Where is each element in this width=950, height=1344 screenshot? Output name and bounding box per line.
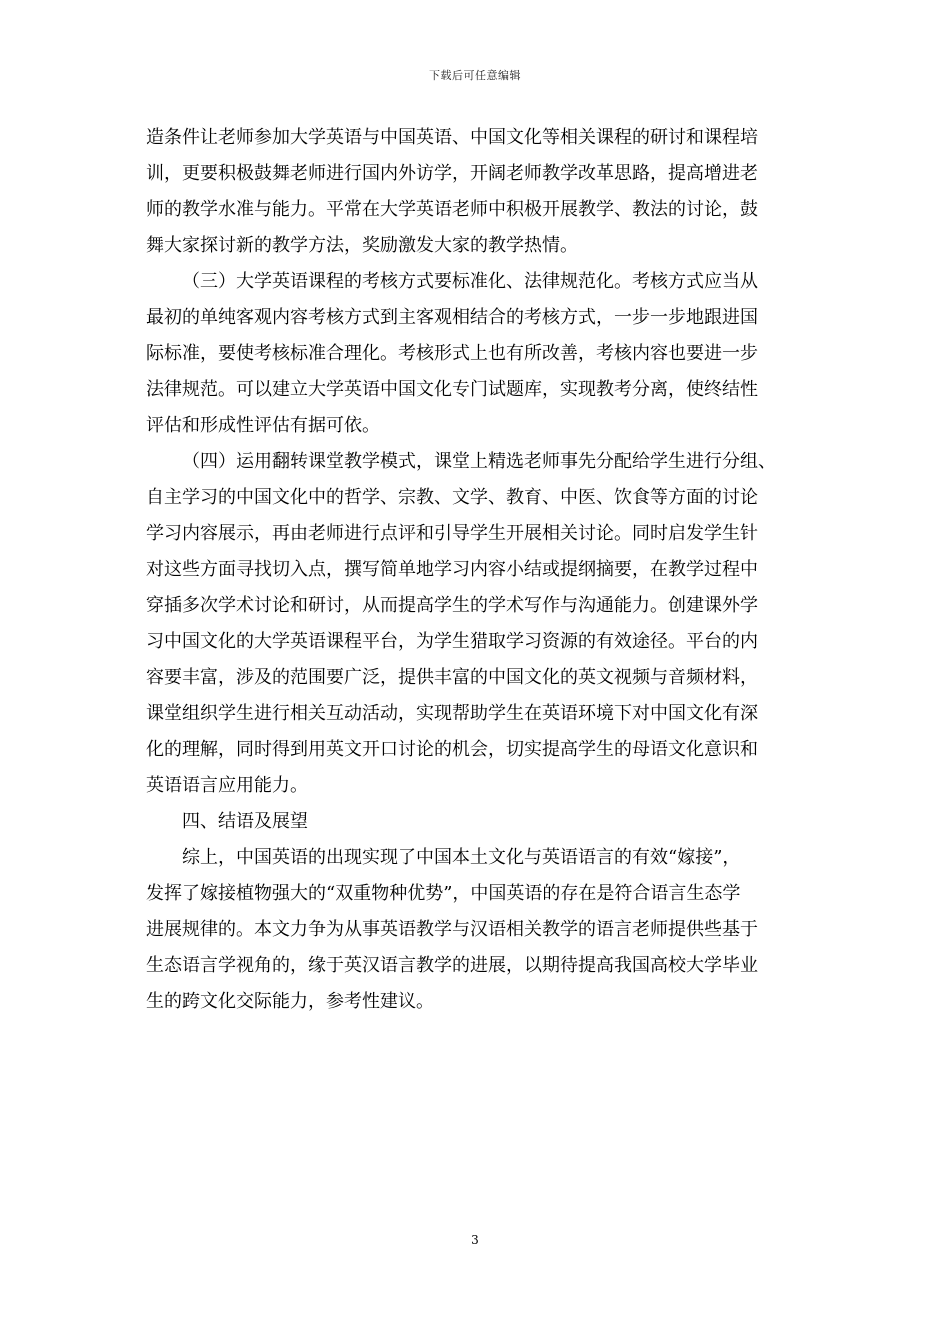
text-line: 造条件让老师参加大学英语与中国英语、中国文化等相关课程的研讨和课程培: [146, 127, 758, 148]
text-line: 训，更要积极鼓舞老师进行国内外访学，开阔老师教学改革思路，提高增进老: [146, 163, 758, 184]
text-line: 穿插多次学术讨论和研讨，从而提高学生的学术写作与沟通能力。创建课外学: [146, 595, 758, 616]
text-line: （三）大学英语课程的考核方式要标准化、法律规范化。考核方式应当从: [182, 271, 758, 292]
text-line: 综上，中国英语的出现实现了中国本土文化与英语语言的有效“嫁接”，: [182, 847, 741, 868]
page-number: 3: [471, 1233, 479, 1247]
text-line: 四、结语及展望: [182, 811, 308, 832]
document-body: [146, 120, 806, 1020]
text-line: 最初的单纯客观内容考核方式到主客观相结合的考核方式，一步一步地跟进国: [146, 307, 758, 328]
text-line: 习中国文化的大学英语课程平台，为学生猎取学习资源的有效途径。平台的内: [146, 631, 758, 652]
text-line: 学习内容展示，再由老师进行点评和引导学生开展相关讨论。同时启发学生针: [146, 523, 758, 544]
text-line: 容要丰富，涉及的范围要广泛，提供丰富的中国文化的英文视频与音频材料，: [146, 667, 758, 688]
text-line: 际标准，要使考核标准合理化。考核形式上也有所改善，考核内容也要进一步: [146, 343, 758, 364]
text-line: 法律规范。可以建立大学英语中国文化专门试题库，实现教考分离，使终结性: [146, 379, 758, 400]
text-line: 师的教学水准与能力。平常在大学英语老师中积极开展教学、教法的讨论，鼓: [146, 199, 758, 220]
text-line: 课堂组织学生进行相关互动活动，实现帮助学生在英语环境下对中国文化有深: [146, 703, 758, 724]
text-line: 评估和形成性评估有据可依。: [146, 415, 380, 436]
text-line: 自主学习的中国文化中的哲学、宗教、文学、教育、中医、饮食等方面的讨论: [146, 487, 758, 508]
text-line: 对这些方面寻找切入点，撰写简单地学习内容小结或提纲摘要，在教学过程中: [146, 559, 758, 580]
text-line: 舞大家探讨新的教学方法，奖励激发大家的教学热情。: [146, 235, 578, 256]
text-line: 化的理解，同时得到用英文开口讨论的机会，切实提高学生的母语文化意识和: [146, 739, 758, 760]
text-line: 生态语言学视角的，缘于英汉语言教学的进展，以期待提高我国高校大学毕业: [146, 955, 758, 976]
text-line: 进展规律的。本文力争为从事英语教学与汉语相关教学的语言老师提供些基于: [146, 919, 758, 940]
text-line: 生的跨文化交际能力，参考性建议。: [146, 991, 434, 1012]
page-header-note: 下载后可任意编辑: [429, 69, 521, 82]
text-line: 英语语言应用能力。: [146, 775, 308, 796]
text-line: 发挥了嫁接植物强大的“双重物种优势”，中国英语的存在是符合语言生态学: [146, 883, 741, 904]
text-line: （四）运用翻转课堂教学模式，课堂上精选老师事先分配给学生进行分组、: [182, 451, 776, 472]
